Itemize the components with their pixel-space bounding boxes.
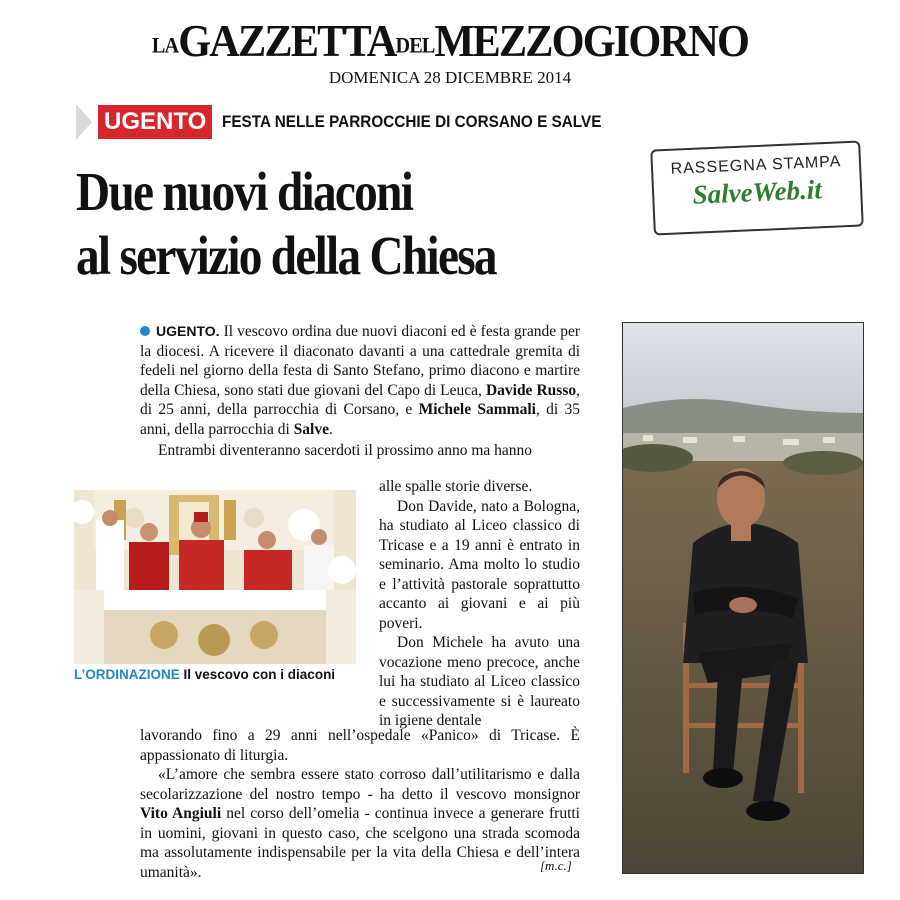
bullet-icon <box>140 326 150 336</box>
paragraph-4-cont: lavorando fino a 29 anni nell’ospedale «Panico» di Tricase. È appassionato di liturgia. <box>140 727 580 764</box>
lead-place: UGENTO. <box>156 323 220 339</box>
title-part-la: LA <box>151 32 179 58</box>
article-intro <box>140 322 580 461</box>
paragraph-1 <box>140 322 580 439</box>
headline-line-2: al servizio della Chiesa <box>76 225 496 286</box>
paragraph-2: Entrambi diventeranno sacerdoti il prossimo anno ma hanno <box>158 442 533 459</box>
paragraph-4: Don Michele ha avuto una vocazione meno precoce, anche lui ha studiato al Liceo classico e successivamente si è laureato in igiene dentale <box>379 634 580 729</box>
arrow-icon <box>76 104 92 140</box>
p1-text-c: , di 35 anni, della parrocchia di <box>140 401 580 438</box>
place-salve: Salve <box>293 420 329 438</box>
stamp-title: RASSEGNA STAMPA <box>670 153 842 178</box>
headline-line-1: Due nuovi diaconi <box>76 161 413 222</box>
newspaper-title[interactable] <box>151 15 749 68</box>
author-signature: [m.c.] <box>540 858 572 873</box>
title-part-gazzetta: GAZZETTA <box>178 15 396 66</box>
article-bottom <box>140 726 580 882</box>
ordination-photo[interactable] <box>74 490 356 664</box>
p5-text-a: «L’amore che sembra essere stato corroso dall’utilitarismo e dalla secolarizzazione del nostro tempo - ha detto il vescovo monsignor <box>140 766 580 803</box>
caption-text: Il vescovo con i diaconi <box>179 667 336 682</box>
caption-head: L’ORDINAZIONE <box>74 667 180 682</box>
title-part-del: DEL <box>395 32 435 58</box>
title-part-mezzogiorno: MEZZOGIORNO <box>434 15 749 66</box>
rassegna-stamp[interactable] <box>650 140 864 235</box>
photo-caption <box>74 667 364 682</box>
deacon-portrait-photo[interactable] <box>622 322 864 874</box>
kicker <box>76 104 644 140</box>
p1-text-d: . <box>328 420 333 438</box>
salveweb-logo: SalveWeb.it <box>691 174 823 210</box>
headline <box>76 160 616 288</box>
article-column <box>379 477 580 731</box>
section-tag: UGENTO <box>98 105 212 139</box>
p5-text-b: nel corso dell’omelia - continua invece a generare frutti in uomini, giovani in questo caso, che scelgono una strada scomoda ma assolutamente indispensabile per la vita della Chiesa e dell’intera umanità». <box>140 805 580 881</box>
name-vito-angiuli: Vito Angiuli <box>140 805 222 822</box>
paragraph-2-cont: alle spalle storie diverse. <box>379 478 533 495</box>
name-davide-russo: Davide Russo <box>485 381 577 399</box>
p1-text-a: Il vescovo ordina due nuovi diaconi ed è festa grande per la diocesi. A ricevere il diaconato davanti a una cattedrale gremita di fedeli nel giorno della festa di Santo Stefano, primo diacono e martire della Chiesa, sono stati due giovani del Capo di Leuca, <box>140 323 580 399</box>
issue-date: DOMENICA 28 DICEMBRE 2014 <box>328 68 572 87</box>
kicker-text: FESTA NELLE PARROCCHIE DI CORSANO E SALVE <box>222 112 602 131</box>
p1-text-b: , di 25 anni, della parrocchia di Corsano, e <box>140 381 580 418</box>
paragraph-5 <box>140 765 580 882</box>
paragraph-3: Don Davide, nato a Bologna, ha studiato al Liceo classico di Tricase e a 19 anni è entrato in seminario. Ama molto lo studio e l’attività pastorale soprattutto accanto ai giovani e ai più poveri. <box>379 497 580 632</box>
name-michele-sammali: Michele Sammali <box>418 401 536 418</box>
masthead <box>0 15 900 68</box>
